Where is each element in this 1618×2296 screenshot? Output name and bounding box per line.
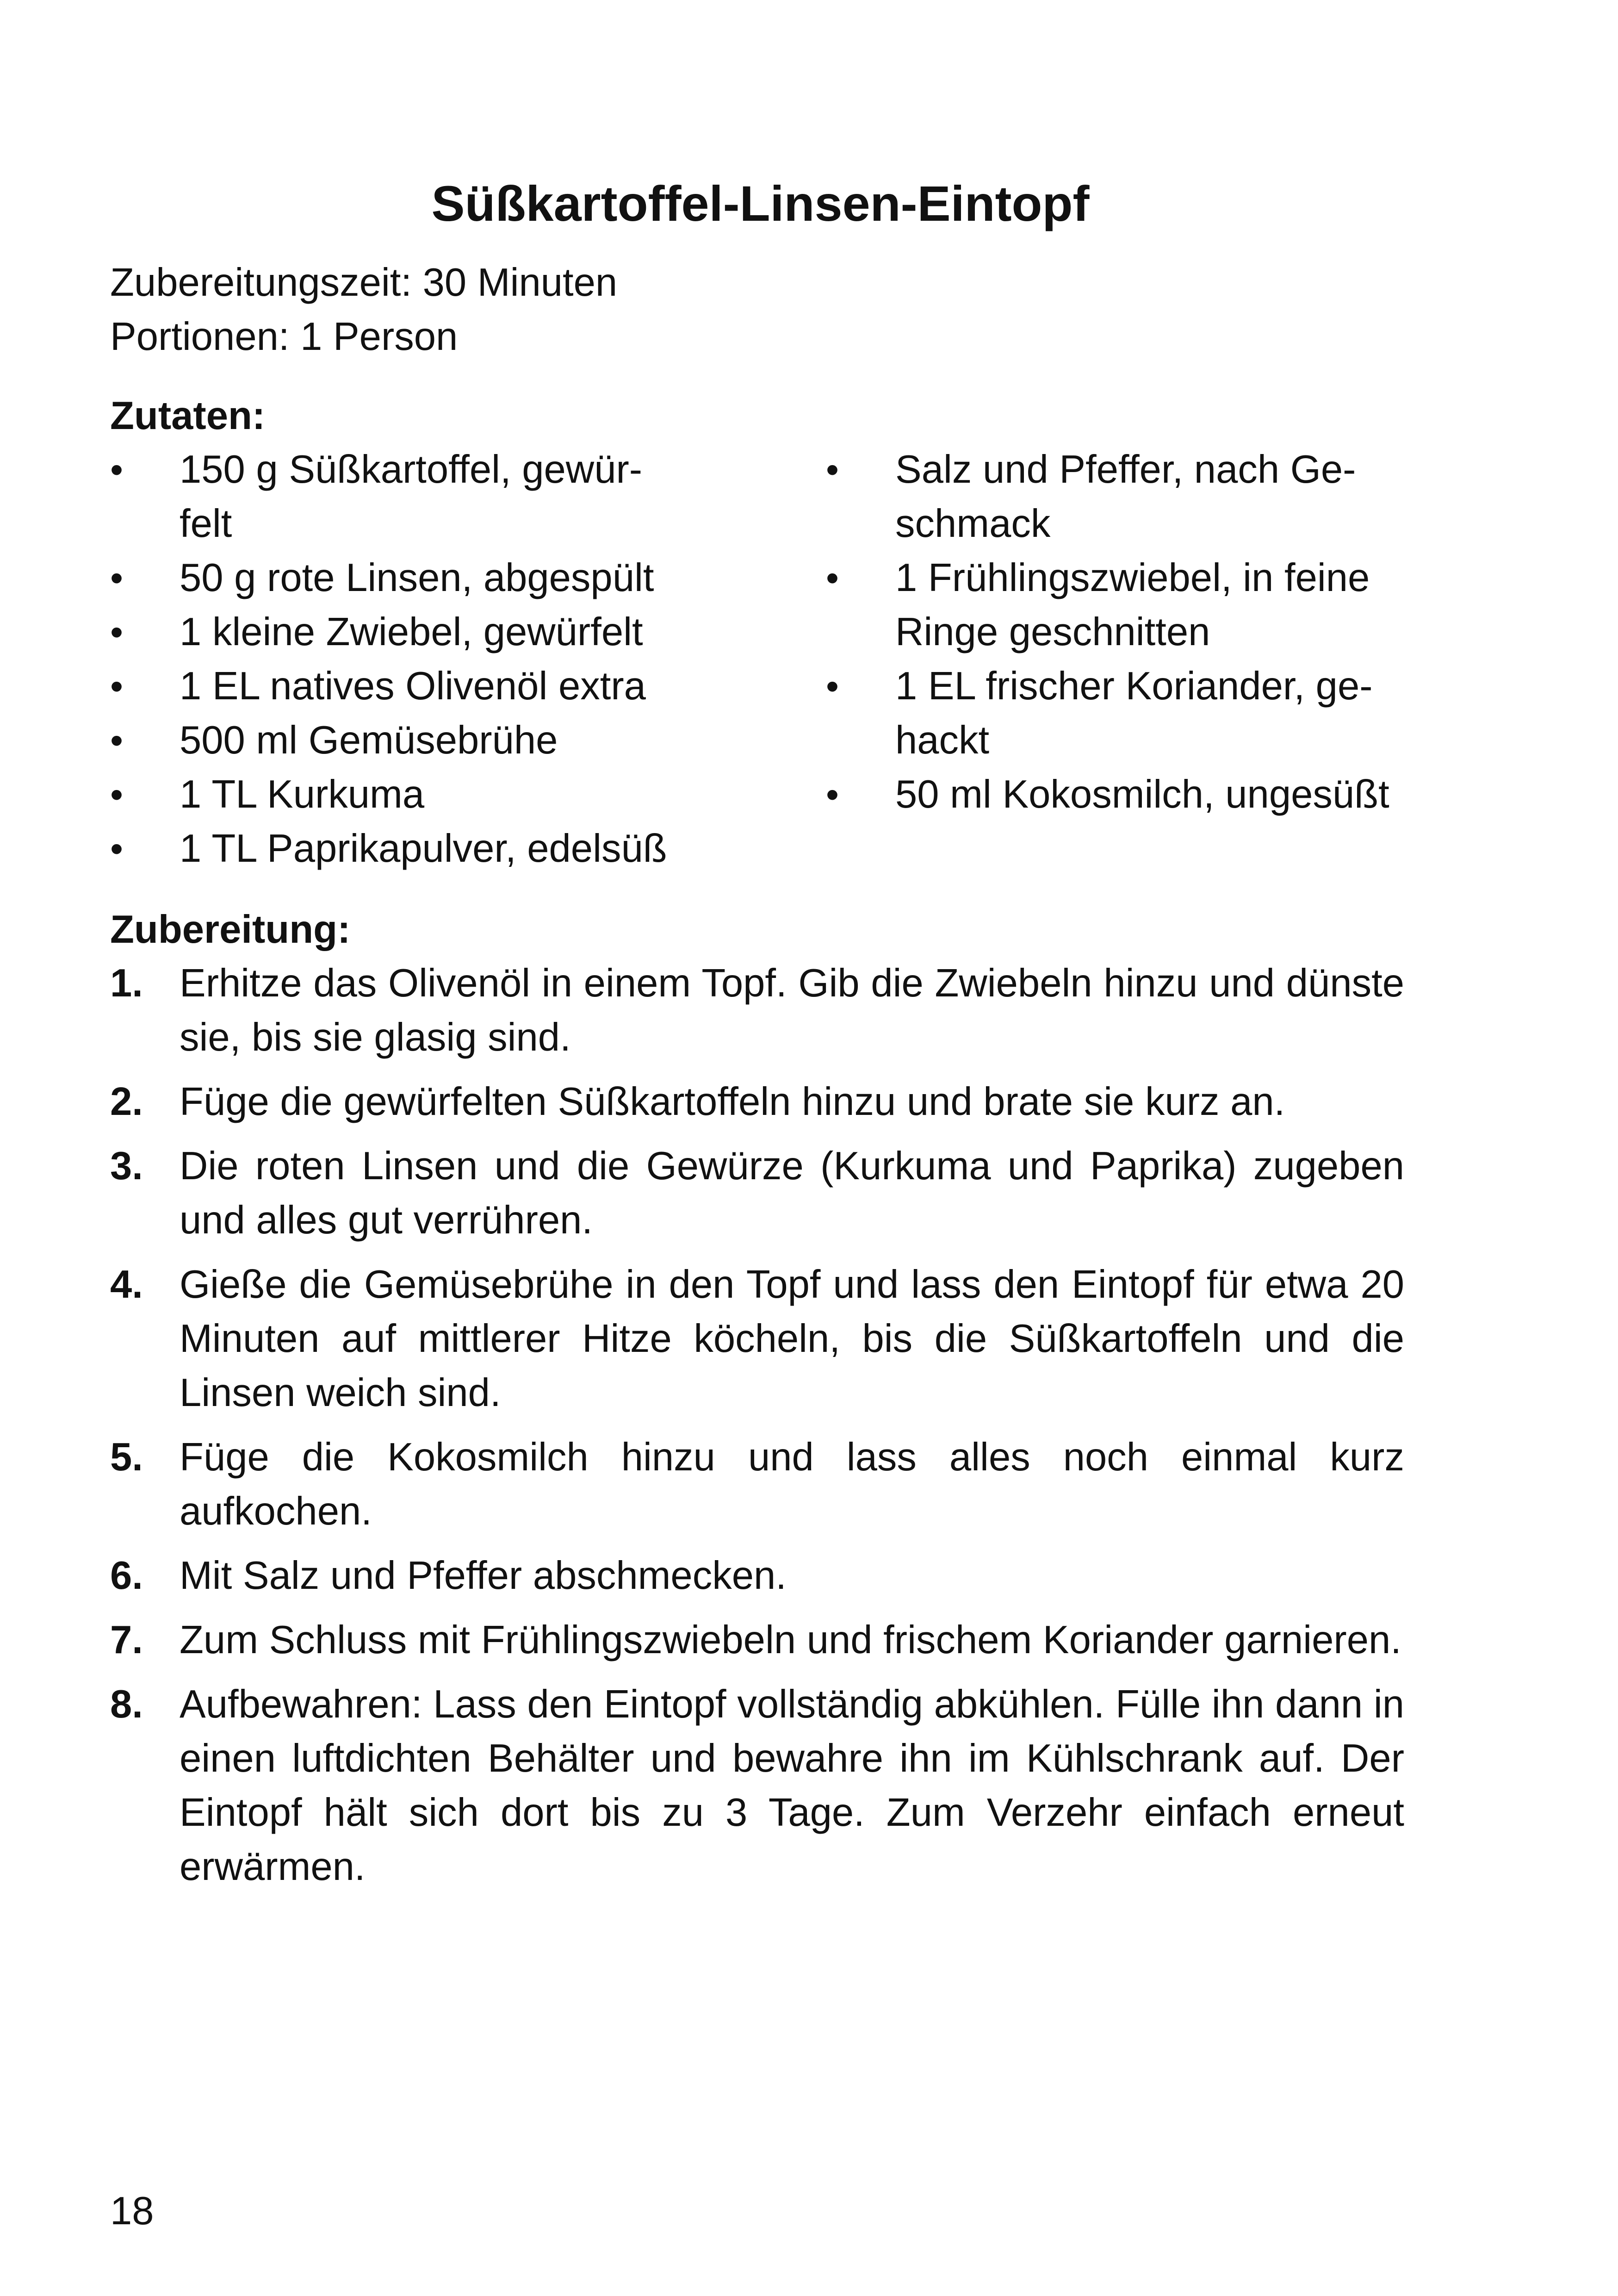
preparation-step [110, 1257, 1404, 1420]
preparation-heading: Zubereitung: [110, 908, 351, 952]
bullet-icon: • [110, 449, 124, 490]
step-number: 3. [110, 1144, 143, 1188]
page-number: 18 [110, 2189, 154, 2233]
ingredient-item [110, 821, 707, 876]
step-number: 7. [110, 1618, 143, 1662]
ingredient-text: 50 ml Kokosmilch, ungesüßt [895, 772, 1389, 816]
preparation-step [110, 1139, 1404, 1247]
preparation-step [110, 956, 1404, 1064]
bullet-icon: • [110, 557, 124, 598]
preparation-step [110, 1677, 1404, 1894]
preparation-step [110, 1549, 1404, 1603]
step-text: Füge die Kokosmilch hinzu und lass alles noch einmal kurz aufkochen. [180, 1435, 1404, 1533]
ingredient-item [110, 605, 707, 659]
preparation-step [110, 1430, 1404, 1538]
ingredient-item [826, 659, 1437, 767]
step-number: 8. [110, 1682, 143, 1726]
ingredient-text: 1 EL natives Olivenöl extra [180, 664, 646, 708]
bullet-icon: • [826, 557, 839, 598]
ingredient-text: 1 TL Kurkuma [180, 772, 425, 816]
preparation-steps [110, 956, 1404, 1904]
step-text: Erhitze das Olivenöl in einem Topf. Gib die Zwiebeln hinzu und dünste sie, bis sie glasig sind. [180, 961, 1404, 1059]
step-number: 4. [110, 1263, 143, 1307]
ingredient-text: 1 TL Paprikapulver, edelsüß [180, 827, 667, 871]
prep-time: Zubereitungszeit: 30 Minuten [110, 261, 618, 305]
step-number: 6. [110, 1554, 143, 1598]
bullet-icon: • [110, 774, 124, 815]
ingredient-item [826, 442, 1437, 551]
portions: Portionen: 1 Person [110, 315, 458, 359]
ingredients-list-right [826, 442, 1437, 821]
ingredient-text: 150 g Süßkartoffel, gewür- felt [180, 448, 643, 546]
step-number: 2. [110, 1080, 143, 1124]
step-text: Die roten Linsen und die Gewürze (Kurkuma und Paprika) zugeben und alles gut verrühren. [180, 1144, 1404, 1242]
preparation-step [110, 1613, 1404, 1667]
bullet-icon: • [110, 666, 124, 707]
ingredient-text: 1 EL frischer Koriander, ge- hackt [895, 664, 1373, 762]
ingredient-item [110, 713, 707, 767]
ingredient-text: 500 ml Gemüsebrühe [180, 718, 558, 762]
ingredient-item [826, 767, 1437, 821]
bullet-icon: • [110, 720, 124, 761]
step-text: Füge die gewürfelten Süßkartoffeln hinzu und brate sie kurz an. [180, 1080, 1285, 1124]
step-number: 1. [110, 961, 143, 1005]
ingredient-item [110, 767, 707, 821]
ingredient-item [826, 551, 1437, 659]
ingredient-item [110, 442, 707, 551]
step-text: Gieße die Gemüsebrühe in den Topf und lass den Eintopf für etwa 20 Minuten auf mittlerer Hitze köcheln, bis die Süßkartoffeln und die Linsen weich sind. [180, 1263, 1404, 1415]
bullet-icon: • [826, 774, 839, 815]
bullet-icon: • [826, 449, 839, 490]
step-number: 5. [110, 1435, 143, 1479]
ingredient-text: 1 Frühlingszwiebel, in feine Ringe geschnitten [895, 556, 1370, 654]
step-text: Aufbewahren: Lass den Eintopf vollständig abkühlen. Fülle ihn dann in einen luftdichten Behälter und bewahre ihn im Kühlschrank auf. Der Eintopf hält sich dort bis zu 3 Tage. Zum Verzehr einfach erneut erwärmen. [180, 1682, 1404, 1889]
ingredient-item [110, 659, 707, 713]
ingredients-list-left [110, 442, 707, 876]
bullet-icon: • [110, 611, 124, 653]
ingredient-text: 1 kleine Zwiebel, gewürfelt [180, 610, 643, 654]
step-text: Zum Schluss mit Frühlingszwiebeln und frischem Koriander garnieren. [180, 1618, 1401, 1662]
recipe-title: Süßkartoffel-Linsen-Eintopf [431, 175, 1090, 231]
ingredient-item [110, 551, 707, 605]
bullet-icon: • [826, 666, 839, 707]
ingredient-text: Salz und Pfeffer, nach Ge- schmack [895, 448, 1356, 546]
ingredient-text: 50 g rote Linsen, abgespült [180, 556, 654, 600]
bullet-icon: • [110, 828, 124, 869]
preparation-step [110, 1075, 1404, 1129]
ingredients-heading: Zutaten: [110, 394, 266, 438]
step-text: Mit Salz und Pfeffer abschmecken. [180, 1554, 787, 1598]
